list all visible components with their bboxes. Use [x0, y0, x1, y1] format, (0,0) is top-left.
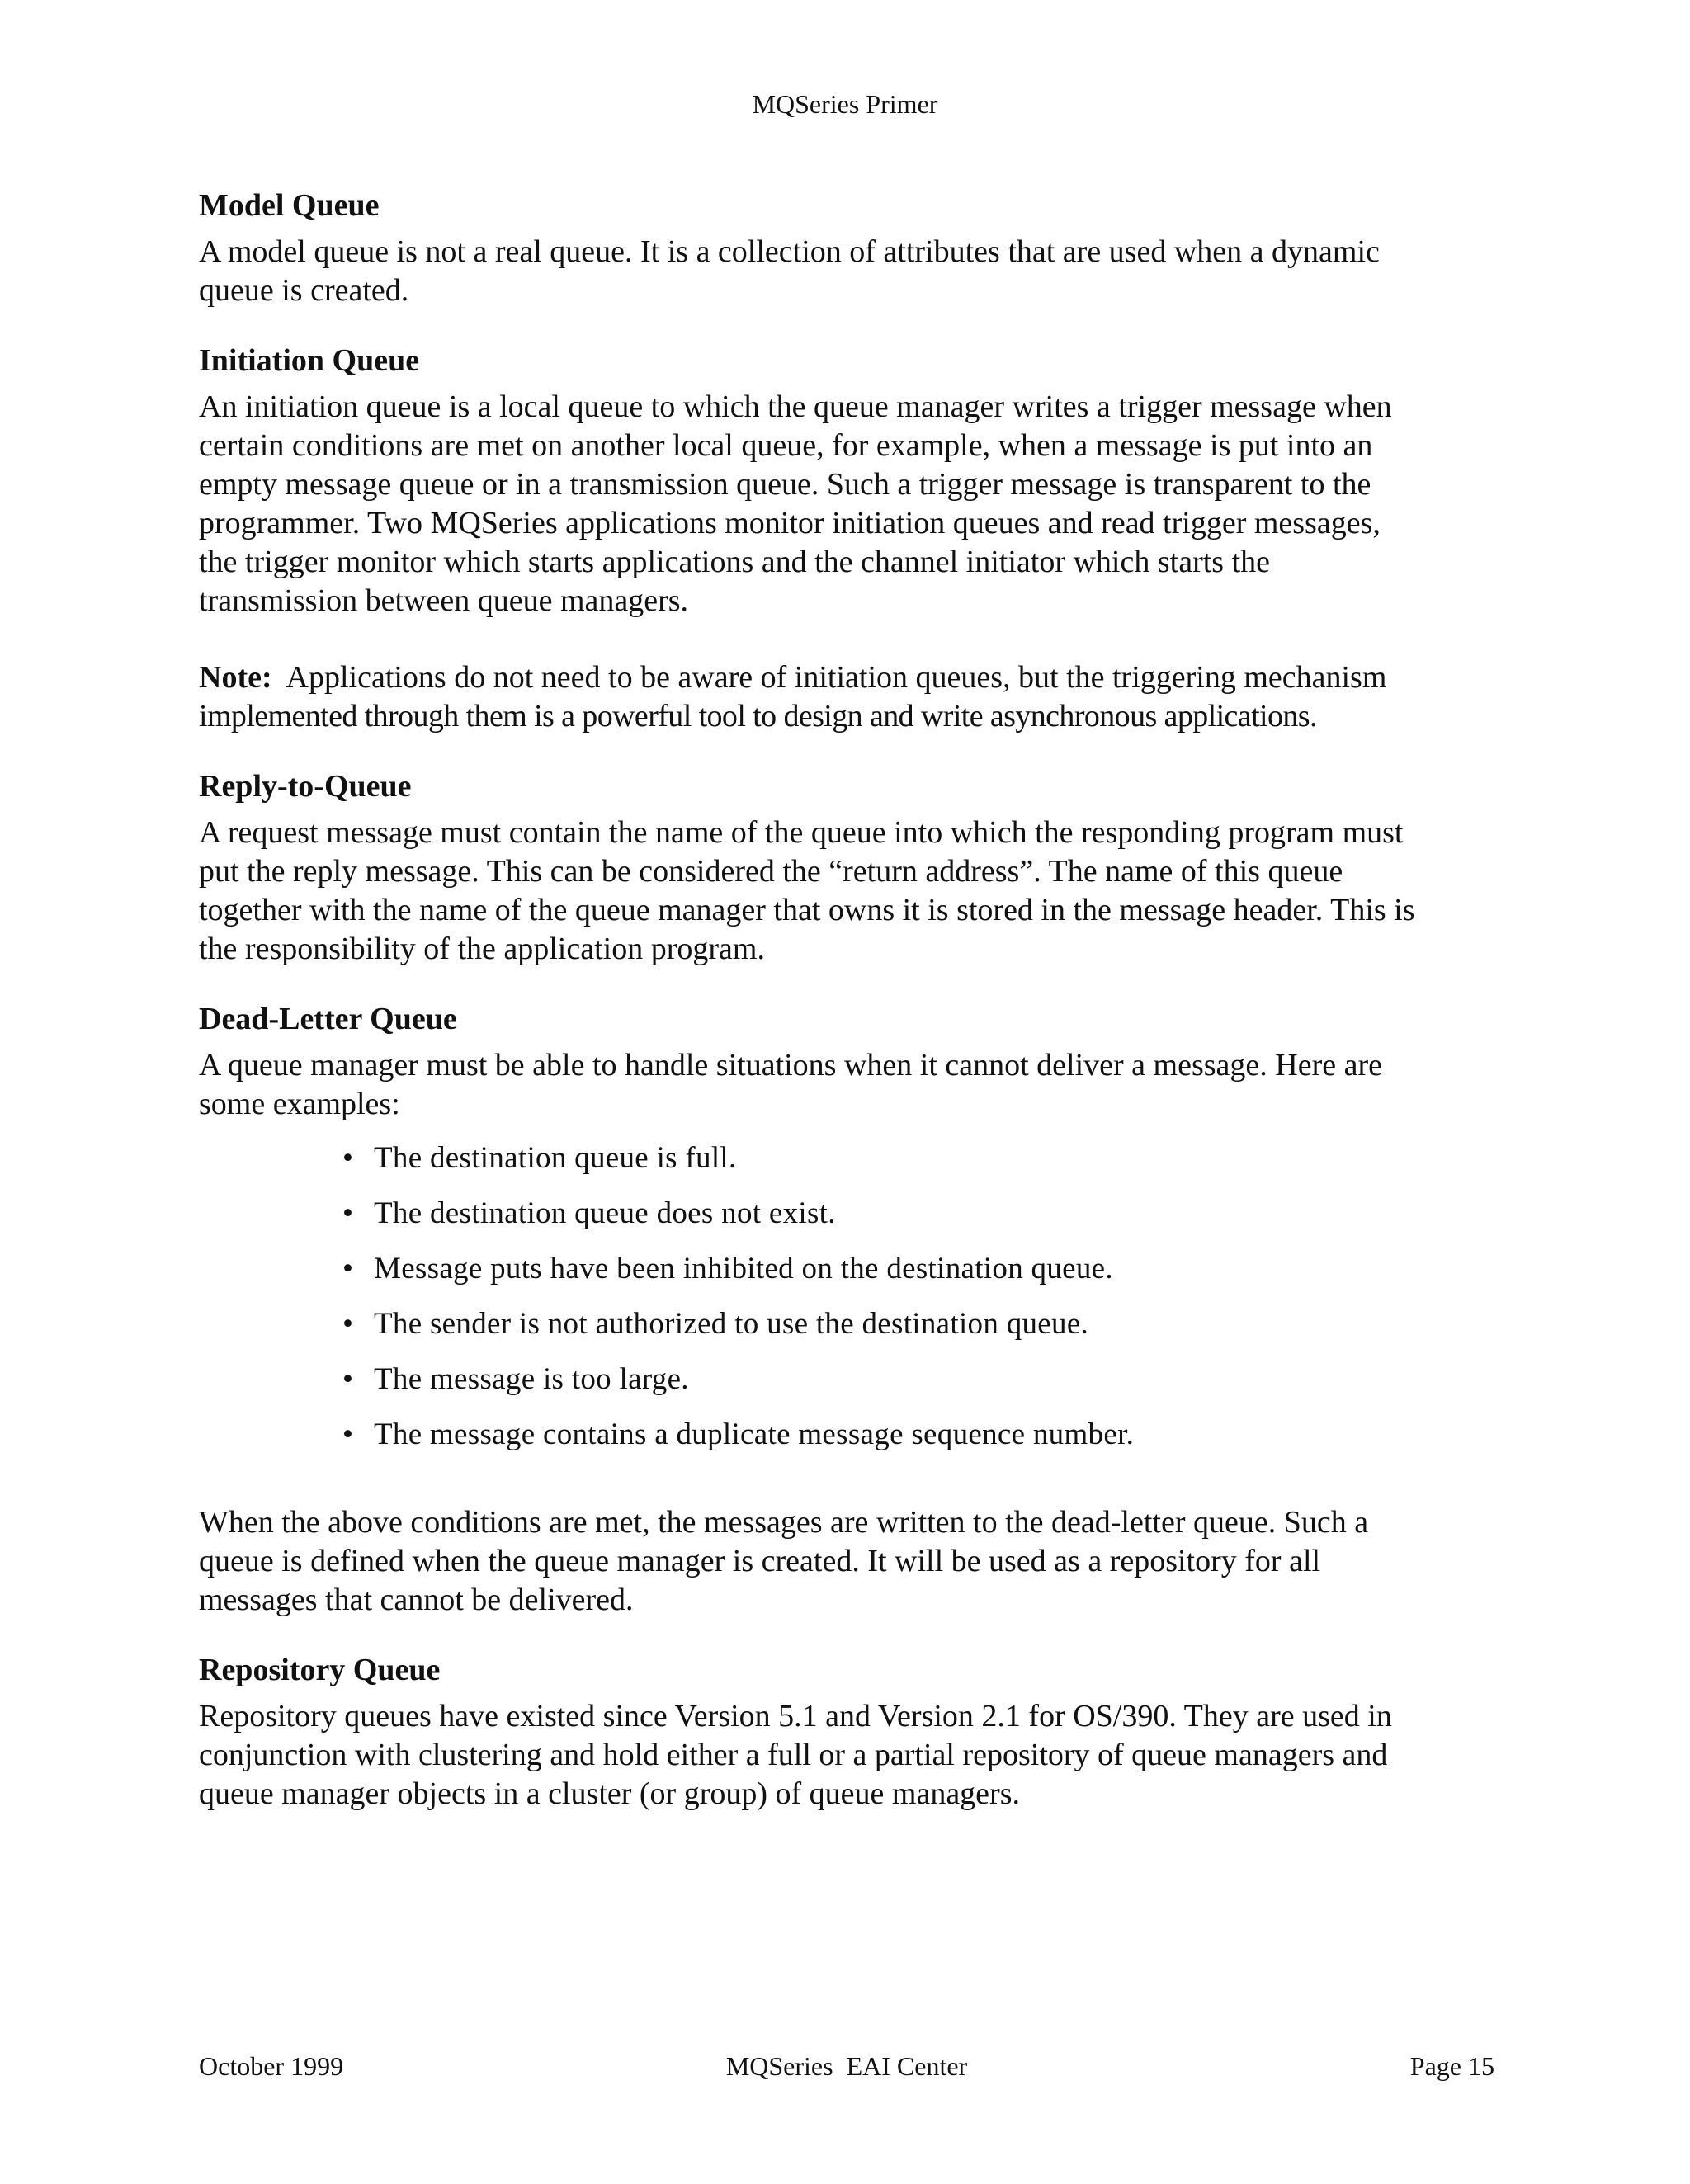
bullet-icon: •	[342, 1362, 354, 1396]
list-item-text: Message puts have been inhibited on the destination queue.	[374, 1252, 1113, 1285]
text-line: queue is defined when the queue manager is created. It will be used as a repository for all	[199, 1544, 1321, 1578]
text-line: An initiation queue is a local queue to which the queue manager writes a trigger message when	[199, 389, 1392, 424]
text-line: programmer. Two MQSeries applications monitor initiation queues and read trigger messages,	[199, 506, 1381, 540]
paragraph-reply-to-queue	[199, 814, 1494, 969]
heading-model-queue: Model Queue	[199, 188, 380, 223]
list-item-text: The sender is not authorized to use the destination queue.	[374, 1307, 1089, 1341]
text-line: together with the name of the queue manager that owns it is stored in the message header. This is	[199, 893, 1415, 927]
paragraph-dead-letter-intro	[199, 1046, 1494, 1124]
list-item-text: The message contains a duplicate message sequence number.	[374, 1417, 1135, 1451]
heading-repository-queue: Repository Queue	[199, 1653, 441, 1687]
text-line: the trigger monitor which starts applications and the channel initiator which starts the	[199, 545, 1270, 579]
text-line: put the reply message. This can be considered the “return address”. The name of this queue	[199, 854, 1343, 889]
running-header: MQSeries Primer	[752, 89, 938, 119]
paragraph-repository-queue	[199, 1697, 1494, 1814]
bullet-icon: •	[342, 1196, 354, 1230]
text-line: A queue manager must be able to handle situations when it cannot deliver a message. Here are	[199, 1048, 1382, 1083]
text-line: Repository queues have existed since Version 5.1 and Version 2.1 for OS/390. They are used in	[199, 1699, 1392, 1734]
heading-reply-to-queue: Reply-to-Queue	[199, 769, 412, 804]
list-item	[342, 1415, 1494, 1454]
list-item	[342, 1360, 1494, 1399]
paragraph-dead-letter-outcome	[199, 1503, 1494, 1620]
text-line: certain conditions are met on another local queue, for example, when a message is put into an	[199, 428, 1373, 463]
text-line: queue manager objects in a cluster (or group) of queue managers.	[199, 1776, 1020, 1811]
text-line: some examples:	[199, 1087, 400, 1121]
footer-page-number: Page 15	[1409, 2051, 1494, 2081]
text-line: Applications do not need to be aware of initiation queues, but the triggering mechanism	[271, 660, 1387, 695]
note-label: Note:	[199, 660, 272, 695]
list-item	[342, 1194, 1494, 1233]
text-line: When the above conditions are met, the messages are written to the dead-letter queue. Such a	[199, 1505, 1369, 1540]
paragraph-initiation-queue	[199, 388, 1494, 620]
footer-center-title: MQSeries EAI Center	[725, 2051, 968, 2081]
heading-dead-letter-queue: Dead-Letter Queue	[199, 1002, 457, 1036]
dead-letter-conditions-list	[199, 1139, 1494, 1454]
bullet-icon: •	[342, 1252, 354, 1285]
text-line: queue is created.	[199, 273, 409, 308]
section-model-queue	[199, 186, 1494, 310]
text-line: transmission between queue managers.	[199, 583, 689, 618]
section-reply-to-queue	[199, 767, 1494, 969]
text-line: A request message must contain the name of the queue into which the responding program must	[199, 815, 1404, 850]
text-line: messages that cannot be delivered.	[199, 1583, 634, 1617]
text-line: the responsibility of the application program.	[199, 932, 765, 966]
footer-date: October 1999	[199, 2051, 344, 2081]
page-content	[199, 186, 1494, 1845]
text-line: empty message queue or in a transmission queue. Such a trigger message is transparent to the	[199, 467, 1371, 502]
heading-initiation-queue: Initiation Queue	[199, 343, 420, 378]
section-dead-letter-queue	[199, 1000, 1494, 1620]
text-line: implemented through them is a powerful tool to design and write asynchronous applications.	[199, 699, 1317, 734]
note-paragraph	[199, 658, 1494, 736]
bullet-icon: •	[342, 1307, 354, 1341]
paragraph-model-queue	[199, 233, 1494, 310]
list-item-text: The destination queue is full.	[374, 1141, 737, 1175]
section-initiation-queue	[199, 342, 1494, 736]
list-item	[342, 1304, 1494, 1343]
bullet-icon: •	[342, 1141, 354, 1175]
list-item-text: The destination queue does not exist.	[374, 1196, 836, 1230]
text-line: A model queue is not a real queue. It is a collection of attributes that are used when a dynamic	[199, 234, 1380, 269]
text-line: conjunction with clustering and hold either a full or a partial repository of queue managers and	[199, 1738, 1388, 1772]
bullet-icon: •	[342, 1417, 354, 1451]
list-item	[342, 1139, 1494, 1177]
list-item-text: The message is too large.	[374, 1362, 689, 1396]
list-item	[342, 1249, 1494, 1288]
section-repository-queue	[199, 1651, 1494, 1814]
